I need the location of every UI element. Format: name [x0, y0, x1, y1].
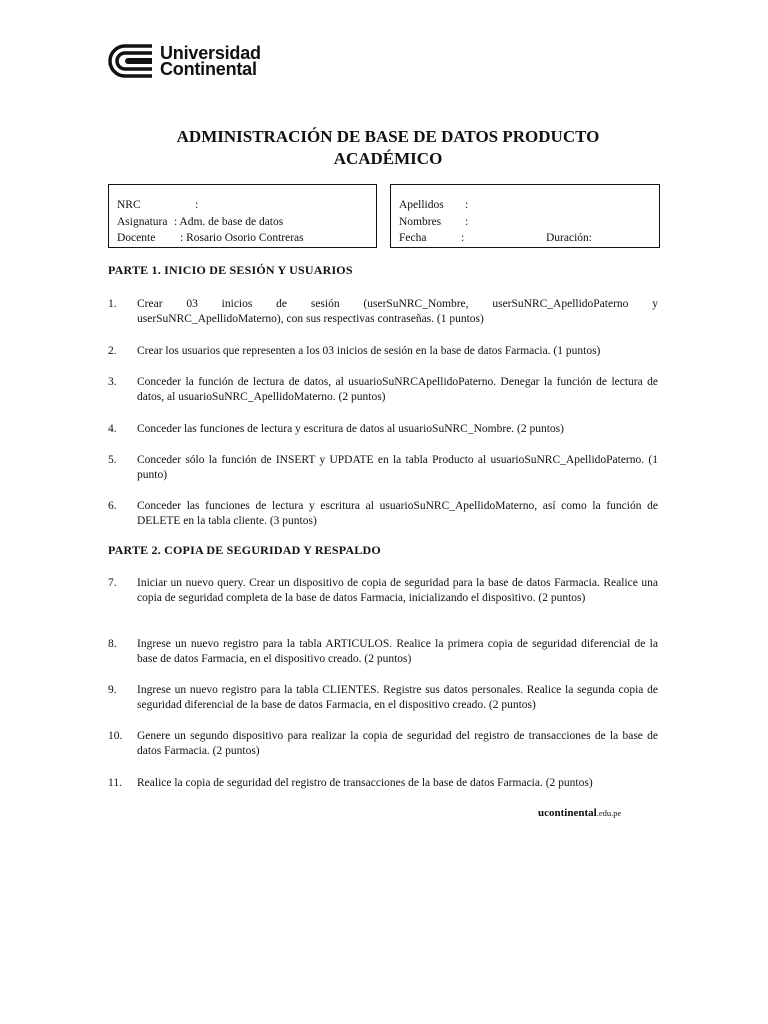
- item-text: Ingrese un nuevo registro para la tabla CLIENTES. Registre sus datos personales. Realice la segunda copia de seguridad diferencial de la base de datos Farmacia, en el dispositivo creado. (2 puntos): [137, 684, 658, 711]
- logo-wordmark: [160, 45, 261, 77]
- item-number: 7.: [108, 577, 117, 589]
- item-number: 4.: [108, 423, 117, 435]
- part2-heading: PARTE 2. COPIA DE SEGURIDAD Y RESPALDO: [108, 543, 381, 557]
- fecha-label: Fecha: [399, 232, 427, 244]
- fecha-row: [399, 230, 649, 246]
- asignatura-value: : Adm. de base de datos: [174, 216, 284, 228]
- docente-value: : Rosario Osorio Contreras: [180, 232, 304, 244]
- item-text: Iniciar un nuevo query. Crear un dispositivo de copia de seguridad para la base de datos Farmacia. Realice una copia de seguridad completa de la base de datos Farmacia, inicializando el dispositivo. (2 puntos): [137, 577, 658, 604]
- item-number: 3.: [108, 376, 117, 388]
- item-text: Conceder sólo la función de INSERT y UPDATE en la tabla Producto al usuarioSuNRC_ApellidoPaterno. (1 punto): [137, 454, 658, 481]
- university-logo: [108, 44, 261, 78]
- item-text: Ingrese un nuevo registro para la tabla ARTICULOS. Realice la primera copia de seguridad diferencial de la base de datos Farmacia, en el dispositivo creado. (2 puntos): [137, 638, 658, 665]
- apellidos-label: Apellidos: [399, 199, 444, 211]
- item-text: Conceder las funciones de lectura y escritura al usuarioSuNRC_ApellidoMaterno, así como la función de DELETE en la tabla cliente. (3 puntos): [137, 500, 658, 527]
- nombres-label: Nombres: [399, 216, 442, 228]
- docente-label: Docente: [117, 232, 156, 244]
- item-number: 8.: [108, 638, 117, 650]
- item-number: 6.: [108, 500, 117, 512]
- item-number: 10.: [108, 730, 123, 742]
- page-title: [108, 126, 668, 170]
- course-info-box: [108, 184, 377, 248]
- item-number: 5.: [108, 454, 117, 466]
- title-line-1: ADMINISTRACIÓN DE BASE DE DATOS PRODUCTO: [176, 127, 600, 146]
- logo-line-2: Continental: [160, 59, 257, 79]
- part1-heading: PARTE 1. INICIO DE SESIÓN Y USUARIOS: [108, 263, 353, 277]
- item-number: 1.: [108, 298, 117, 310]
- nrc-label: NRC: [117, 199, 141, 211]
- item-number: 11.: [108, 777, 122, 789]
- footer-brand-name: ucontinental: [538, 807, 597, 819]
- item-text: Conceder las funciones de lectura y escritura de datos al usuarioSuNRC_Nombre. (2 puntos): [137, 423, 564, 435]
- item-number: 2.: [108, 345, 117, 357]
- footer-brand: [538, 807, 621, 819]
- footer-domain: .edu.pe: [596, 808, 622, 818]
- item-text: Crear los usuarios que representen a los 03 inicios de sesión en la base de datos Farmacia. (1 puntos): [137, 345, 601, 357]
- item-number: 9.: [108, 684, 117, 696]
- logo-line-1: Universidad: [160, 43, 261, 63]
- duracion-label: Duración:: [546, 232, 592, 244]
- nrc-value: :: [195, 199, 199, 211]
- item-text: Crear 03 inicios de sesión (userSuNRC_Nombre, userSuNRC_ApellidoPaterno y userSuNRC_ApellidoMaterno), con sus respectivas contraseñas. (1 puntos): [137, 298, 658, 325]
- fecha-value: :: [461, 232, 465, 244]
- continental-logo-icon: [108, 44, 154, 78]
- nombres-value: :: [465, 216, 469, 228]
- item-text: Realice la copia de seguridad del registro de transacciones de la base de datos Farmacia. (2 puntos): [137, 777, 593, 789]
- apellidos-value: :: [465, 199, 469, 211]
- title-line-2: ACADÉMICO: [333, 149, 443, 168]
- student-info-box: [390, 184, 660, 248]
- item-text: Genere un segundo dispositivo para realizar la copia de seguridad del registro de transacciones de la base de datos Farmacia. (2 puntos): [137, 730, 658, 757]
- item-text: Conceder la función de lectura de datos, al usuarioSuNRCApellidoPaterno. Denegar la función de lectura de datos, al usuarioSuNRC_ApellidoMaterno. (2 puntos): [137, 376, 658, 403]
- asignatura-label: Asignatura: [117, 216, 168, 228]
